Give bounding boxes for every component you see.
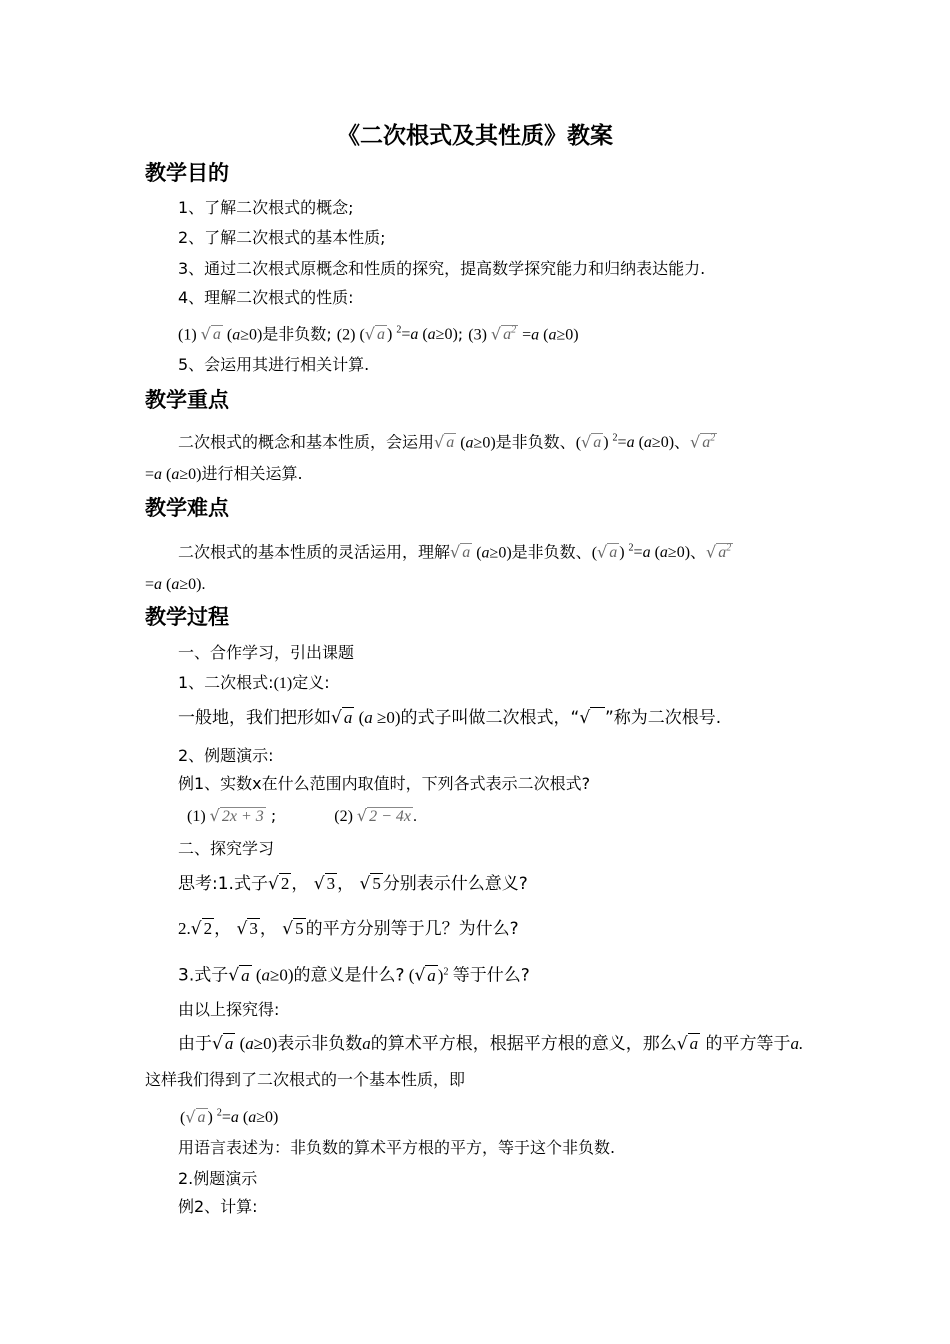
nonneg-text: 是非负数 [262, 324, 327, 344]
diff-text-1: 二次根式的基本性质的灵活运用，理解 [178, 542, 451, 562]
think-2: 2.√ 2 ， √ 3 ， √ 5 的平方分别等于几？为什么? [178, 919, 519, 939]
nonneg-text: 是非负数 [511, 542, 576, 562]
key-text-2: 进行相关运算. [201, 464, 303, 483]
section-process: 教学过程 [145, 605, 229, 629]
page-title: 《二次根式及其性质》教案 [337, 123, 613, 149]
process-13: 这样我们得到了二次根式的一个基本性质，即 [145, 1070, 466, 1089]
properties-line: (1) √ a (a≥0)是非负数; (2) (√ a ) $^2$=a (a≥0); (3) √ $a^2 =a$ (a≥0) [178, 324, 579, 344]
process-1: 一、合作学习，引出课题 [178, 643, 355, 662]
example-1: 例1、实数x在什么范围内取值时，下列各式表示二次根式? [178, 774, 591, 793]
property-formula: (√ a ) $^2$=a (a≥0) [180, 1107, 279, 1127]
section-objectives: 教学目的 [145, 161, 229, 185]
key-point-line-1: 二次根式的概念和基本性质，会运用√ a (a≥0)是非负数、(√ a ) $^2$=a (a≥0)、√ $a^2$ [178, 432, 716, 452]
process-15: 用语言表述为：非负数的算术平方根的平方，等于这个非负数. [178, 1138, 616, 1157]
difficulty-line-2: =a (a≥0). [145, 576, 206, 593]
objective-5: 5、会运用其进行相关计算. [178, 355, 370, 374]
objective-3: 3、通过二次根式原概念和性质的探究，提高数学探究能力和归纳表达能力. [178, 259, 706, 278]
section-difficulties: 教学难点 [145, 496, 229, 520]
key-text-1: 二次根式的概念和基本性质，会运用 [178, 432, 435, 452]
objective-1: 1、了解二次根式的概念; [178, 198, 354, 217]
section-key-points: 教学重点 [145, 388, 229, 412]
process-11: 由以上探究得: [178, 1000, 280, 1019]
example-1-items: (1) √ 2x + 3 ; (2) √ 2 − 4x . [187, 806, 418, 825]
process-7: 二、探究学习 [178, 839, 275, 858]
difficulty-line-1: 二次根式的基本性质的灵活运用，理解√ a (a≥0)是非负数、(√ a ) $^2$=a (a≥0)、√ $a^2$ [178, 542, 732, 562]
definition-line: 一般地，我们把形如√ a (a ≥0)的式子叫做二次根式，“√ ”称为二次根号. [178, 708, 722, 728]
example-2: 例2、计算: [178, 1197, 258, 1216]
objective-4: 4、理解二次根式的性质: [178, 288, 354, 307]
objective-2: 2、了解二次根式的基本性质; [178, 228, 386, 247]
think-3: 3.式子√ a (a≥0)的意义是什么? (√ a )$^2$ 等于什么? [178, 965, 530, 986]
process-16: 2.例题演示 [178, 1169, 258, 1188]
process-2: 1、二次根式:(1)定义: [178, 673, 330, 692]
process-4: 2、例题演示: [178, 746, 274, 765]
derivation-line: 由于√ a (a≥0)表示非负数a的算术平方根，根据平方根的意义，那么√ a 的平方等于a. [178, 1034, 804, 1054]
nonneg-text: 是非负数 [495, 432, 560, 452]
key-point-line-2: =a (a≥0)进行相关运算. [145, 464, 303, 483]
think-1: 思考:1.式子√ 2 ， √ 3 ， √ 5 分别表示什么意义? [178, 874, 528, 894]
